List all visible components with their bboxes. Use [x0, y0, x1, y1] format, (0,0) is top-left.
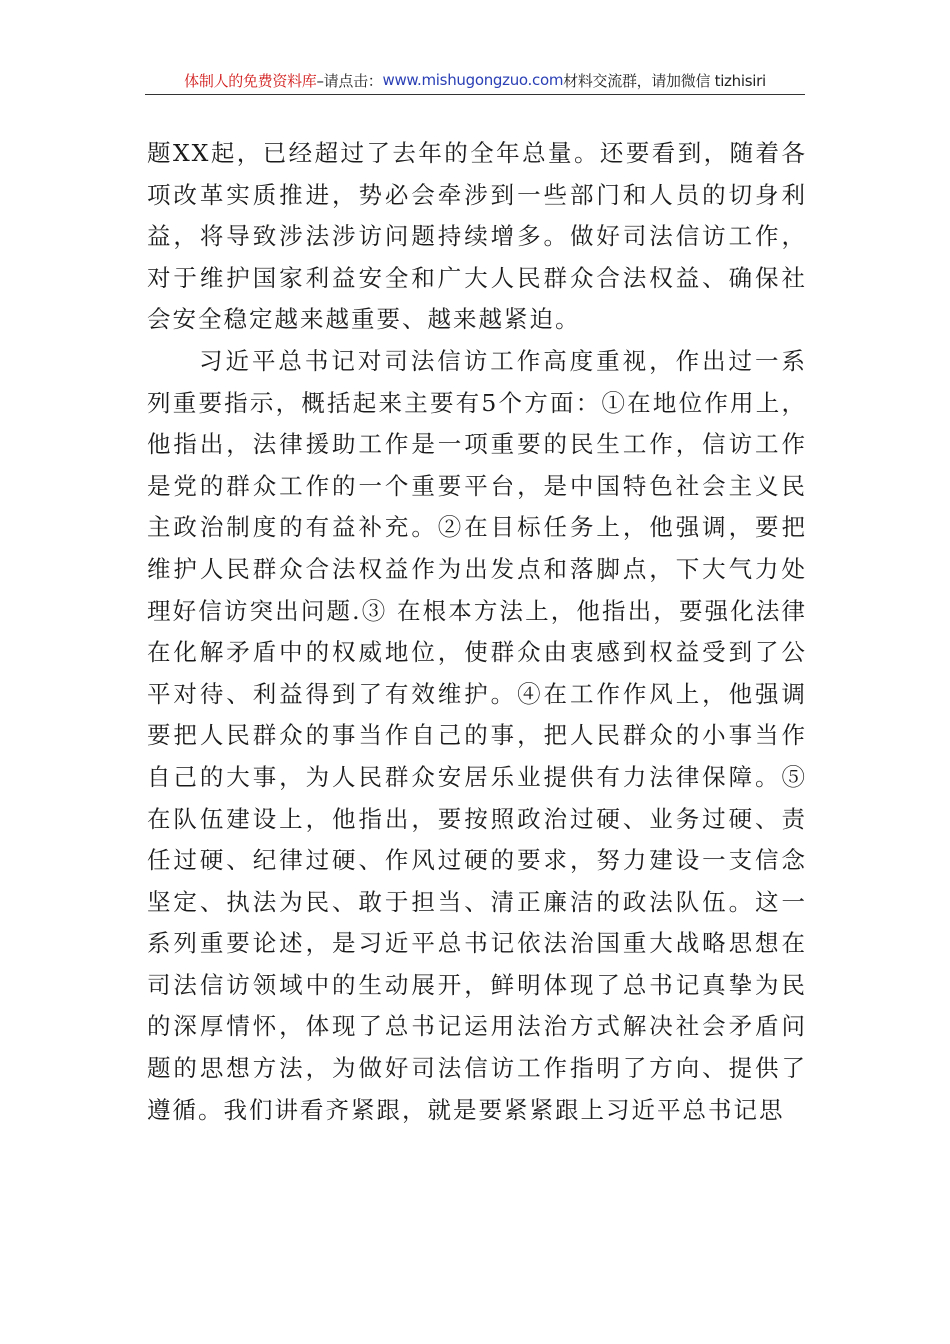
page-header — [145, 66, 805, 94]
header-contact-text: 材料交流群，请加微信 tizhisiri — [563, 71, 766, 90]
header-divider — [145, 94, 805, 95]
body-paragraph-1: 题XX起，已经超过了去年的全年总量。还要看到，随着各项改革实质推进，势必会牵涉到一些部门和人员的切身利益，将导致涉法涉访问题持续增多。做好司法信访工作，对于维护国家利益安全和广大人民群众合法权益、确保社会安全稳定越来越重要、越来越紧迫。 — [147, 139, 807, 334]
body-paragraph-2: 习近平总书记对司法信访工作高度重视，作出过一系列重要指示，概括起来主要有5个方面：①在地位作用上，他指出，法律援助工作是一项重要的民生工作，信访工作是党的群众工作的一个重要平台，是中国特色社会主义民主政治制度的有益补充。②在目标任务上，他强调，要把维护人民群众合法权益作为出发点和落脚点，下大气力处理好信访突出问题.③ 在根本方法上，他指出，要强化法律在化解矛盾中的权威地位，使群众由衷感到权益受到了公平对待、利益得到了有效维护。④在工作作风上，他强调要把人民群众的事当作自己的事，把人民群众的小事当作自己的大事，为人民群众安居乐业提供有力法律保障。⑤在队伍建设上，他指出，要按照政治过硬、业务过硬、责任过硬、纪律过硬、作风过硬的要求，努力建设一支信念坚定、执法为民、敢于担当、清正廉洁的政法队伍。这一系列重要论述，是习近平总书记依法治国重大战略思想在司法信访领域中的生动展开，鲜明体现了总书记真挚为民的深厚情怀，体现了总书记运用法治方式解决社会矛盾问题的思想方法，为做好司法信访工作指明了方向、提供了遵循。我们讲看齐紧跟，就是要紧紧跟上习近平总书记思 — [147, 346, 807, 1124]
document-body — [147, 133, 807, 1131]
header-website-link[interactable]: www.mishugongzuo.com — [382, 71, 564, 89]
header-prompt-text: –请点击： — [316, 71, 383, 90]
header-brand-text: 体制人的免费资料库 — [184, 71, 317, 90]
